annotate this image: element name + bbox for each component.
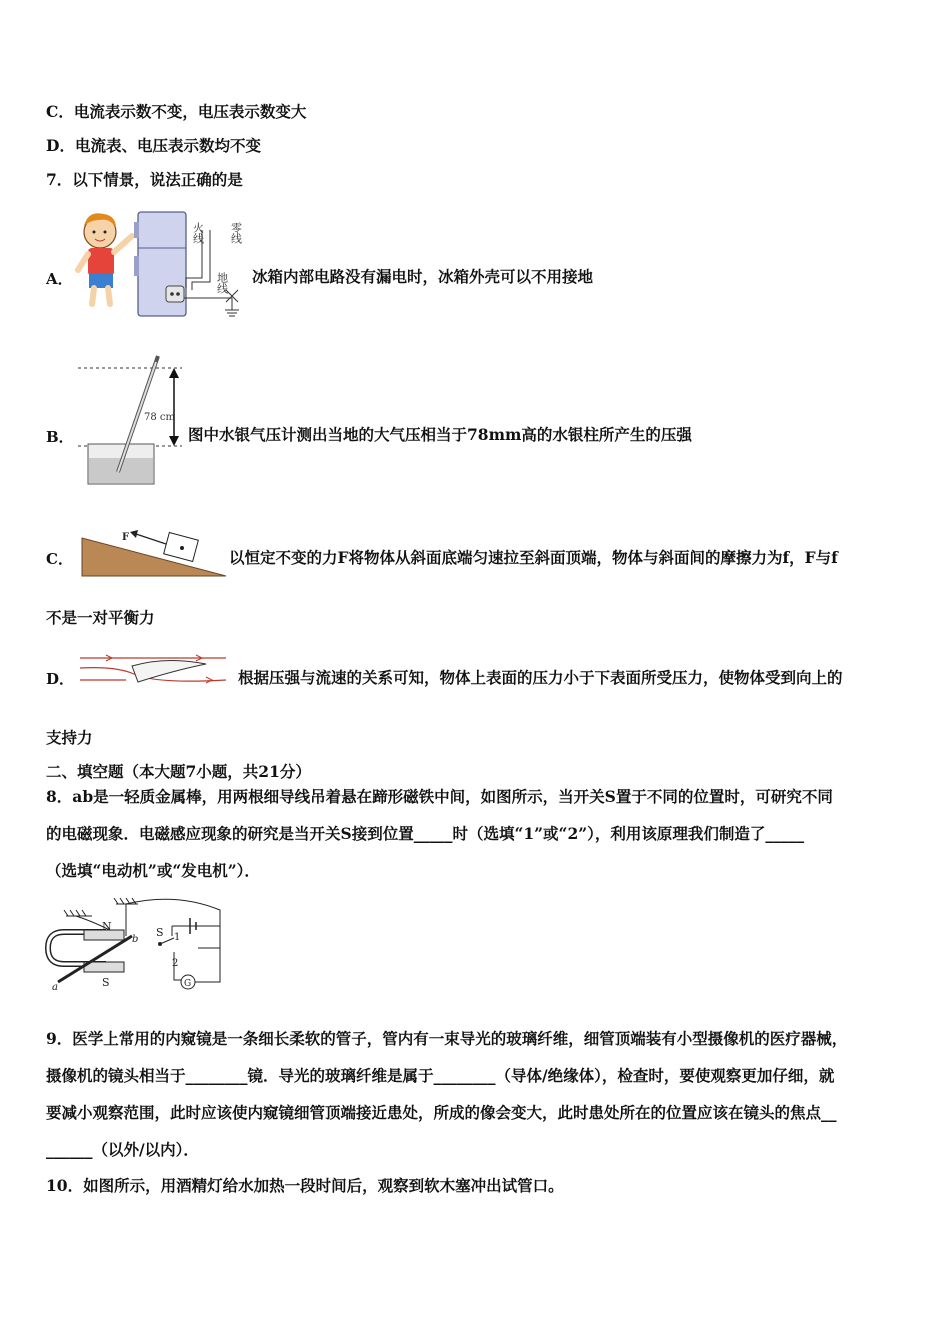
option-c-prev: C．电流表示数不变，电压表示数变大 (46, 102, 307, 121)
q7-option-b-text: 图中水银气压计测出当地的大气压相当于78mm高的水银柱所产生的压强 (188, 425, 692, 444)
galvanometer-label: G (184, 979, 192, 989)
rod-end-b-label: b (132, 934, 139, 945)
q7-option-a-text: 冰箱内部电路没有漏电时，冰箱外壳可以不用接地 (252, 267, 594, 286)
q7-option-d-text-cont: 支持力 (46, 728, 93, 747)
electromagnet-figure (46, 896, 228, 996)
south-pole-label: S (102, 976, 110, 989)
q7-option-d-label: D． (46, 670, 75, 688)
switch-label: S (156, 926, 164, 939)
rod-end-a-label: a (52, 982, 58, 993)
q9-line-4: ______（以外/以内）． (46, 1140, 199, 1159)
zero-wire-label: 零线 (229, 222, 243, 244)
height-label: 78 cm (144, 412, 175, 423)
q9-line-2: 摄像机的镜头相当于________镜．导光的玻璃纤维是属于________（导体/绝缘体），检查时，要使观察更加仔细，就 (46, 1066, 835, 1085)
ground-wire-label: 地线 (215, 272, 229, 294)
q7-option-b-label: B． (46, 428, 74, 446)
airfoil-figure (76, 650, 236, 690)
q7-option-d-text: 根据压强与流速的关系可知，物体上表面的压力小于下表面所受压力，使物体受到向上的 (238, 668, 843, 687)
position-2-label: 2 (172, 958, 179, 969)
q7-option-a-label: A． (46, 270, 73, 288)
q7-option-c-text-cont: 不是一对平衡力 (46, 608, 155, 627)
q7-option-c-text: 以恒定不变的力F将物体从斜面底端匀速拉至斜面顶端，物体与斜面间的摩擦力为f，F与f (229, 548, 838, 567)
question-7-title: 7．以下情景，说法正确的是 (46, 170, 243, 189)
q10-line-1: 10．如图所示，用酒精灯给水加热一段时间后，观察到软木塞冲出试管口。 (46, 1176, 564, 1195)
force-label: F (122, 532, 130, 543)
fridge-grounding-figure (74, 208, 250, 320)
q8-line-2: 的电磁现象．电磁感应现象的研究是当开关S接到位置_____时（选填“1”或“2”），利用该原理我们制造了_____ (46, 824, 805, 843)
incline-figure (80, 526, 228, 578)
section-2-heading: 二、填空题（本大题7小题，共21分） (46, 762, 311, 781)
option-d-prev: D．电流表、电压表示数均不变 (46, 136, 261, 155)
q7-option-c-label: C． (46, 550, 73, 568)
barometer-figure (78, 354, 186, 488)
position-1-label: 1 (174, 932, 181, 943)
north-pole-label: N (102, 920, 112, 933)
q8-line-3: （选填“电动机”或“发电机”）． (46, 861, 260, 880)
q9-line-3: 要减小观察范围，此时应该使内窥镜细管顶端接近患处，所成的像会变大，此时患处所在的位置应该在镜头的焦点__ (46, 1103, 837, 1122)
fire-wire-label: 火线 (191, 222, 205, 244)
q8-line-1: 8．ab是一轻质金属棒，用两根细导线吊着悬在蹄形磁铁中间，如图所示，当开关S置于不同的位置时，可研究不同 (46, 787, 833, 806)
q9-line-1: 9．医学上常用的内窥镜是一条细长柔软的管子，管内有一束导光的玻璃纤维，细管顶端装有小型摄像机的医疗器械， (46, 1029, 848, 1048)
